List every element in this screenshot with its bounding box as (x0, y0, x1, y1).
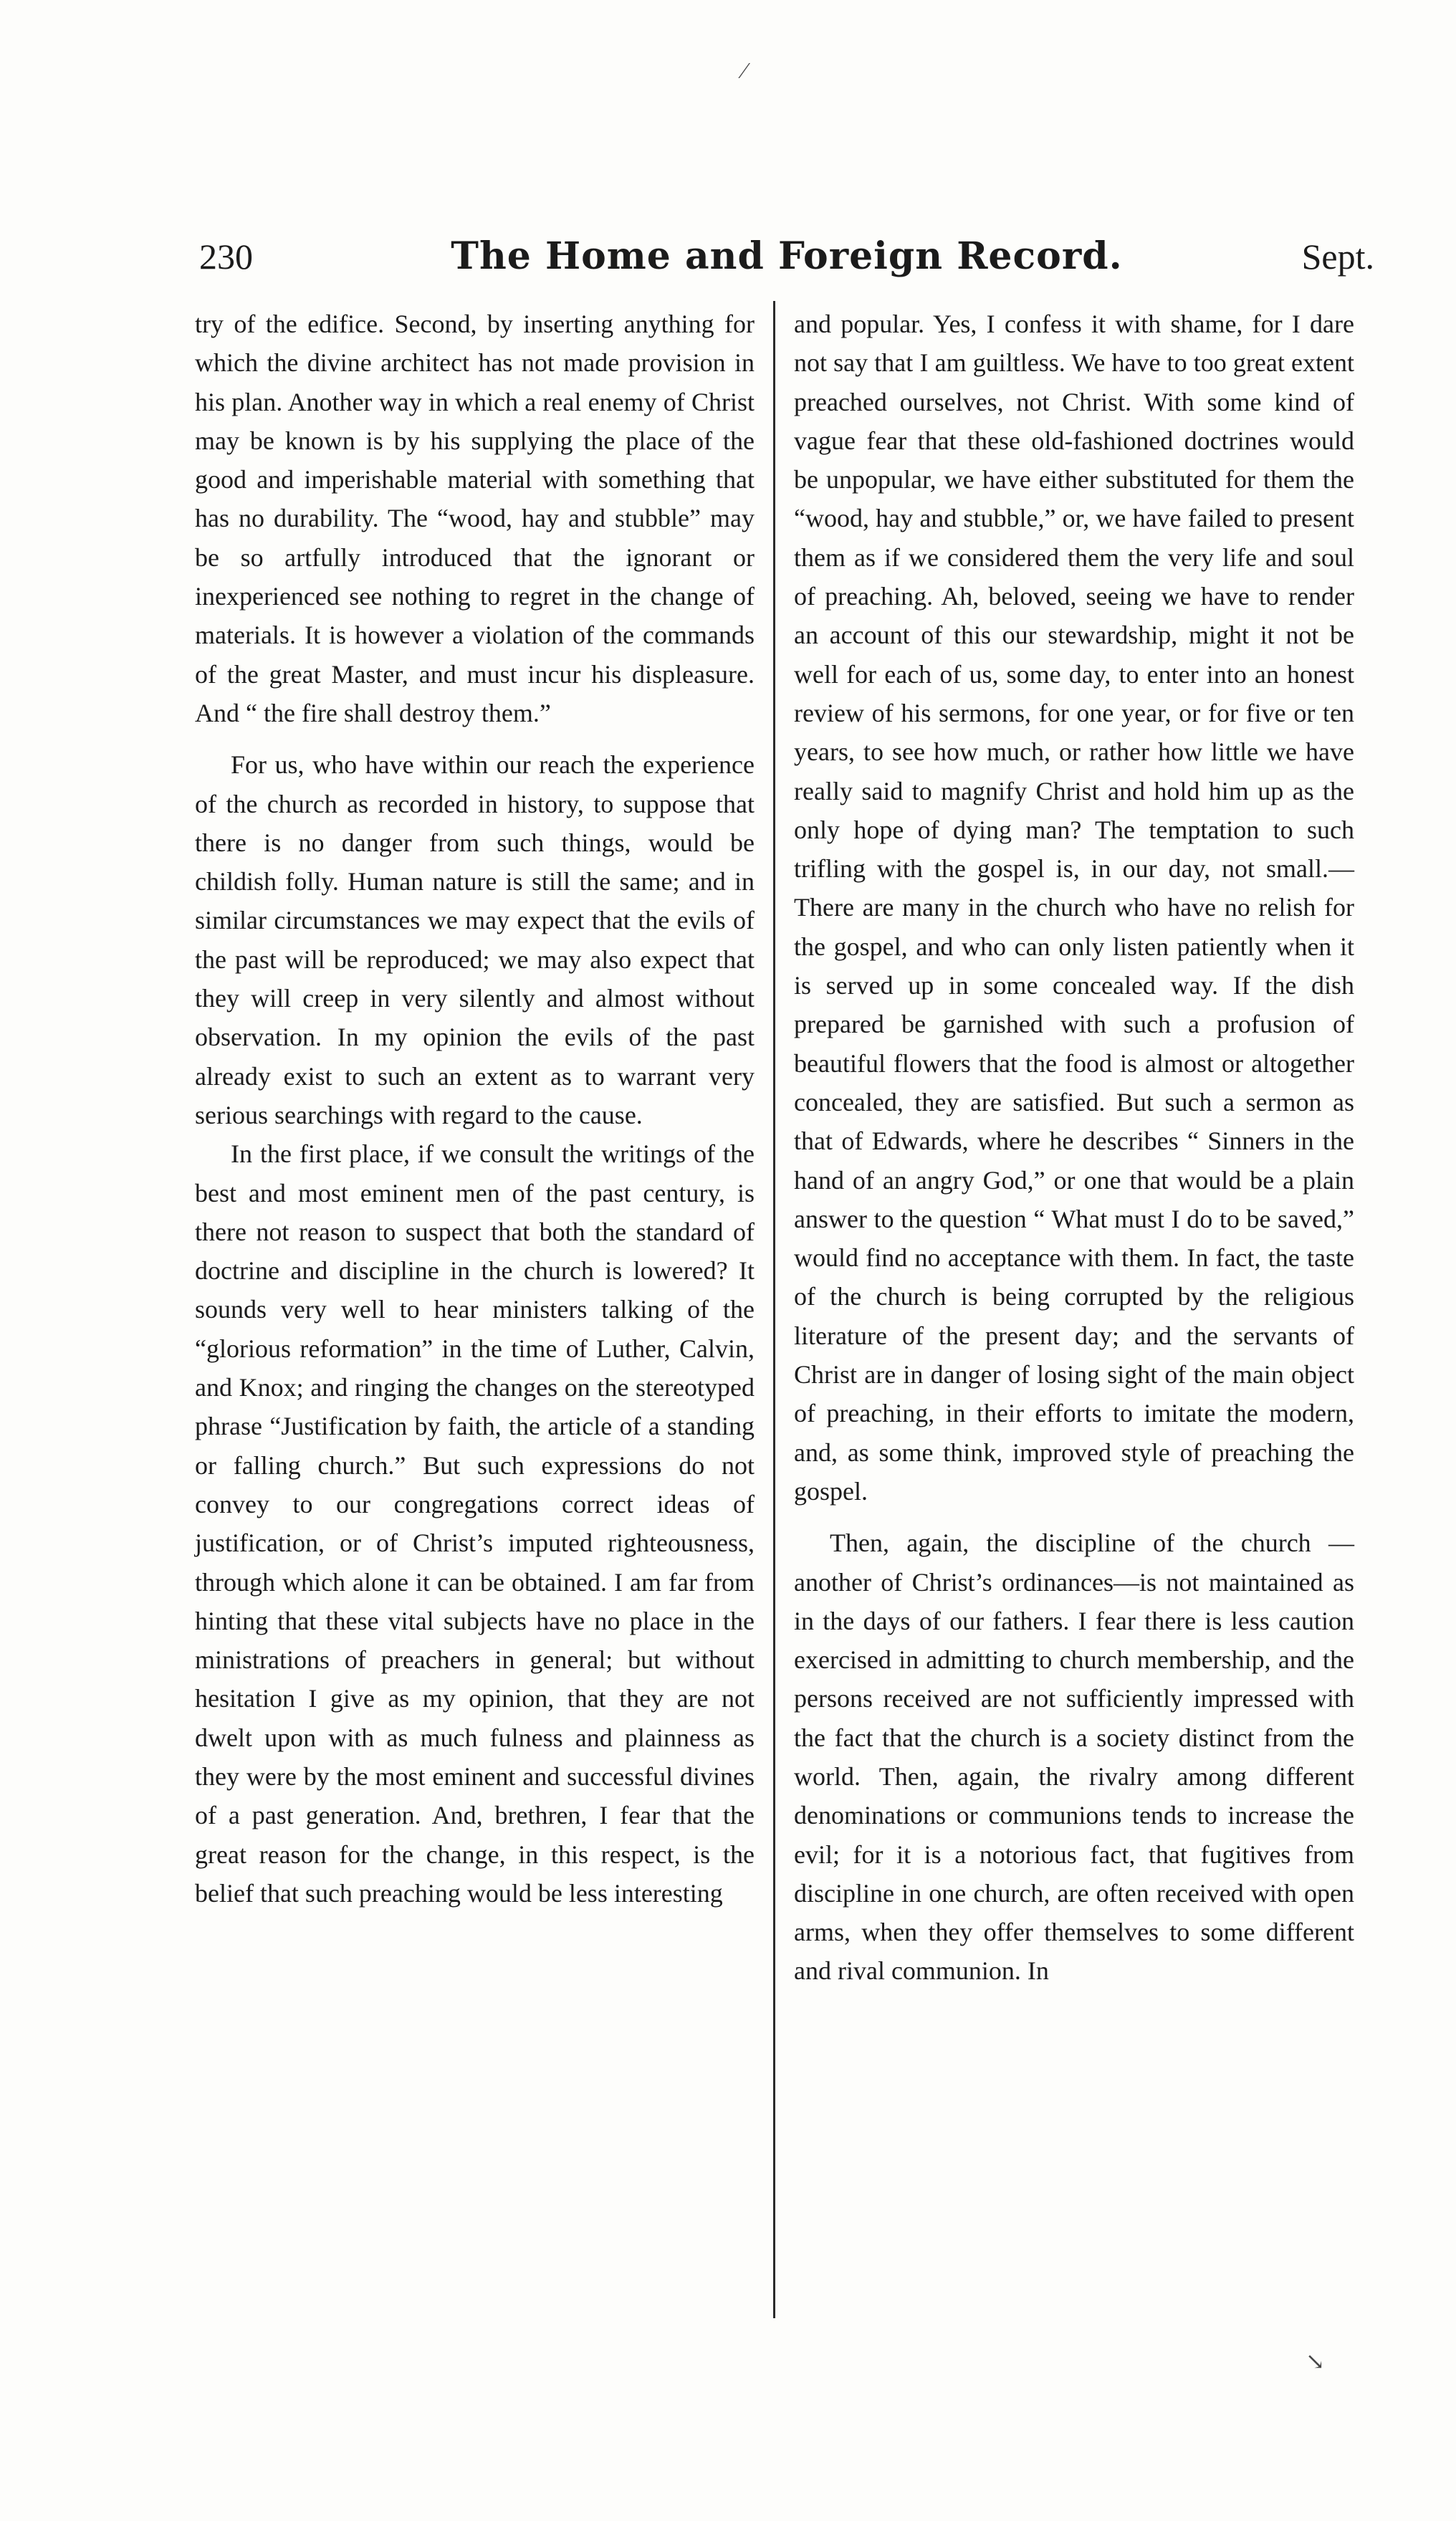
page-number: 230 (199, 236, 253, 277)
stray-mark-bottom: ↘ (1306, 2348, 1325, 2374)
stray-mark: ⁄ (742, 57, 747, 83)
column-divider (773, 301, 775, 2318)
issue-month: Sept. (1301, 236, 1374, 277)
running-header (199, 228, 1374, 292)
left-paragraph-2: For us, who have within our reach the experience of the church as recorded in history, to suppose that there is no danger from such things, would be childish folly. Human nature is still the same; and in similar circumstances we may expect that the evils of the past will be reproduced; we may also expect that they will creep in very silently and almost without observation. In my opinion the evils of the past already exist to such an extent as to warrant very serious searchings with regard to the cause. (195, 750, 755, 1129)
left-column (195, 305, 755, 1913)
right-paragraph-2: Then, again, the discipline of the church —another of Christ’s ordinances—is not maintained as in the days of our fathers. I fear there is less caution exercised in admitting to church membership, and the persons received are not sufficiently impressed with the fact that the church is a society distinct from the world. Then, again, the rivalry among different denominations or communions tends to increase the evil; for it is a notorious fact, that fugitives from discipline in one church, are often received with open arms, when they offer themselves to some different and rival communion. In (794, 1529, 1354, 1986)
left-paragraph-1: try of the edifice. Second, by inserting anything for which the divine architect has not made provision in his plan. Another way in which a real enemy of Christ may be known is by his supplying the place of the good and imperishable material with something that has no durability. The “wood, hay and stubble” may be so artfully introduced that the ignorant or inexperienced see nothing to regret in the change of materials. It is however a violation of the commands of the great Master, and must incur his displeasure. And “ the fire shall destroy them.” (195, 310, 755, 727)
right-paragraph-1: and popular. Yes, I confess it with shame, for I dare not say that I am guiltless. We have to too great extent preached ourselves, not Christ. With some kind of vague fear that these old-fashioned doctrines would be unpopular, we have either substituted for them the “wood, hay and stubble,” or, we have failed to present them as if we considered them the very life and soul of preaching. Ah, beloved, seeing we have to render an account of this our stewardship, might it not be well for each of us, some day, to enter into an honest review of his sermons, for one year, or for five or ten years, to see how much, or rather how little we have really said to magnify Christ and hold him up as the only hope of dying man? The temptation to such trifling with the gospel is, in our day, not small.— There are many in the church who have no relish for the gospel, and who can only listen patiently when it is served up in some concealed way. If the dish prepared be garnished with such a profusion of beautiful flowers that the food is almost or altogether concealed, they are satisfied. But such a sermon as that of Edwards, where he describes “ Sinners in the hand of an angry God,” or one that would be a plain answer to the question “ What must I do to be saved,” would find no acceptance with them. In fact, the taste of the church is being corrupted by the religious literature of the present day; and the servants of Christ are in danger of losing sight of the main object of preaching, in their efforts to imitate the modern, and, as some think, improved style of preaching the gospel. (794, 310, 1354, 1506)
left-paragraph-3: In the first place, if we consult the writings of the best and most eminent men of the past century, is there not reason to suspect that both the standard of doctrine and discipline in the church is lowered? It sounds very well to hear ministers talking of the “glorious reformation” in the time of Luther, Calvin, and Knox; and ringing the changes on the stereotyped phrase “Justification by faith, the article of a standing or falling church.” But such expressions do not convey to our congregations correct ideas of justification, or of Christ’s imputed righteousness, through which alone it can be obtained. I am far from hinting that these vital subjects have no place in the ministrations of preachers in general; but without hesitation I give as my opinion, that they are not dwelt upon with as much fulness and plainness as they were by the most eminent and successful divines of a past generation. And, brethren, I fear that the great reason for the change, in this respect, is the belief that such preaching would be less interesting (195, 1139, 755, 1908)
running-title: The Home and Foreign Record. (451, 234, 1123, 278)
right-column (794, 305, 1354, 1991)
